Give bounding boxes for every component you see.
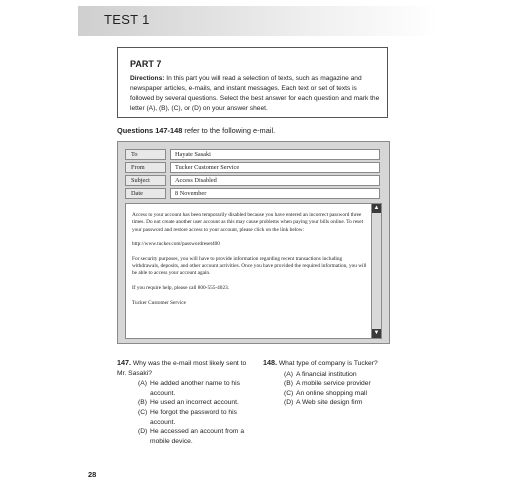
email-body-text [132,212,367,314]
option-text: A financial institution [296,370,357,378]
email-scrollbar[interactable] [371,204,381,338]
questions-heading [117,126,275,135]
question-147-number: 147. [117,358,131,367]
option-letter: (A) [138,380,147,388]
option-148-d[interactable] [284,398,412,408]
email-subject-value: Access Disabled [170,175,380,186]
option-text: A mobile service provider [296,380,371,388]
email-window [117,141,390,344]
email-to-label: To [125,149,166,160]
questions-heading-rest: refer to the following e-mail. [182,126,276,135]
option-147-a[interactable] [138,379,256,398]
email-from-label: From [125,162,166,173]
option-letter: (B) [138,399,147,407]
option-letter: (D) [284,399,294,407]
question-148-stem [263,358,413,369]
option-148-c[interactable] [284,389,412,399]
option-text: An online shopping mall [296,389,368,397]
option-text: He used an incorrect account. [150,399,239,407]
email-from-value: Tucker Customer Service [170,162,380,173]
email-link: http://www.tucker.com/passwordreset400 [132,241,220,248]
scroll-down-arrow-icon[interactable]: ▼ [373,330,380,336]
question-148 [263,358,413,408]
question-148-text: What type of company is Tucker? [278,360,378,367]
questions-range: Questions 147-148 [117,126,183,135]
option-text: He accessed an account from a mobile device. [150,428,245,445]
email-paragraph: For security purposes, you will have to provide information regarding recent transactions including withdrawals, deposits, and other account activities. Once you have provided the required information, you will be able to access your account again. [132,255,367,277]
question-147-options [138,379,256,446]
email-to-value: Hayate Sasaki [170,149,380,160]
option-147-d[interactable] [138,427,256,446]
option-letter: (B) [284,380,293,388]
option-letter: (C) [138,408,148,416]
question-147 [117,358,257,446]
directions-label: Directions: [130,75,165,82]
email-date-label: Date [125,188,166,199]
email-signature: Tucker Customer Service [132,299,186,306]
option-text: He forgot the password to his account. [150,408,237,426]
question-148-options [284,370,412,408]
option-147-c[interactable] [138,408,256,427]
option-147-b[interactable] [138,398,256,408]
part-directions-box [117,47,388,118]
email-date-value: 8 November [170,188,380,199]
email-body[interactable] [125,203,382,339]
email-subject-label: Subject [125,175,166,186]
option-text: A Web site design firm [296,399,363,407]
email-paragraph: If you require help, please call 800-555-4023. [132,284,230,291]
directions-body: In this part you will read a selection of texts, such as magazine and newspaper articles, e-mails, and instant messages. Each text or set of texts is followed by several questions. Select the best answer for each question and mark the letter (A), (B), (C), or (D) on your answer sheet. [130,75,380,112]
option-148-b[interactable] [284,379,412,389]
option-148-a[interactable] [284,370,412,380]
question-148-number: 148. [263,358,277,367]
option-text: He added another name to his account. [150,380,240,397]
scroll-up-arrow-icon[interactable]: ▲ [373,205,380,211]
option-letter: (D) [138,428,148,436]
test-title: TEST 1 [104,12,150,27]
option-letter: (C) [284,389,294,397]
part-title: PART 7 [130,59,162,69]
directions-text [130,74,382,114]
question-147-stem [117,358,257,378]
page-number: 28 [88,470,97,479]
option-letter: (A) [284,370,293,378]
question-147-text: Why was the e-mail most likely sent to Mr. Sasaki? [117,360,247,377]
email-paragraph: Access to your account has been temporarily disabled because you have entered an incorrect password three times. Do not create another user account as this may cause problems when paying your bills online. To reset your password and restore access to your account, please click on the link below: [132,212,364,233]
